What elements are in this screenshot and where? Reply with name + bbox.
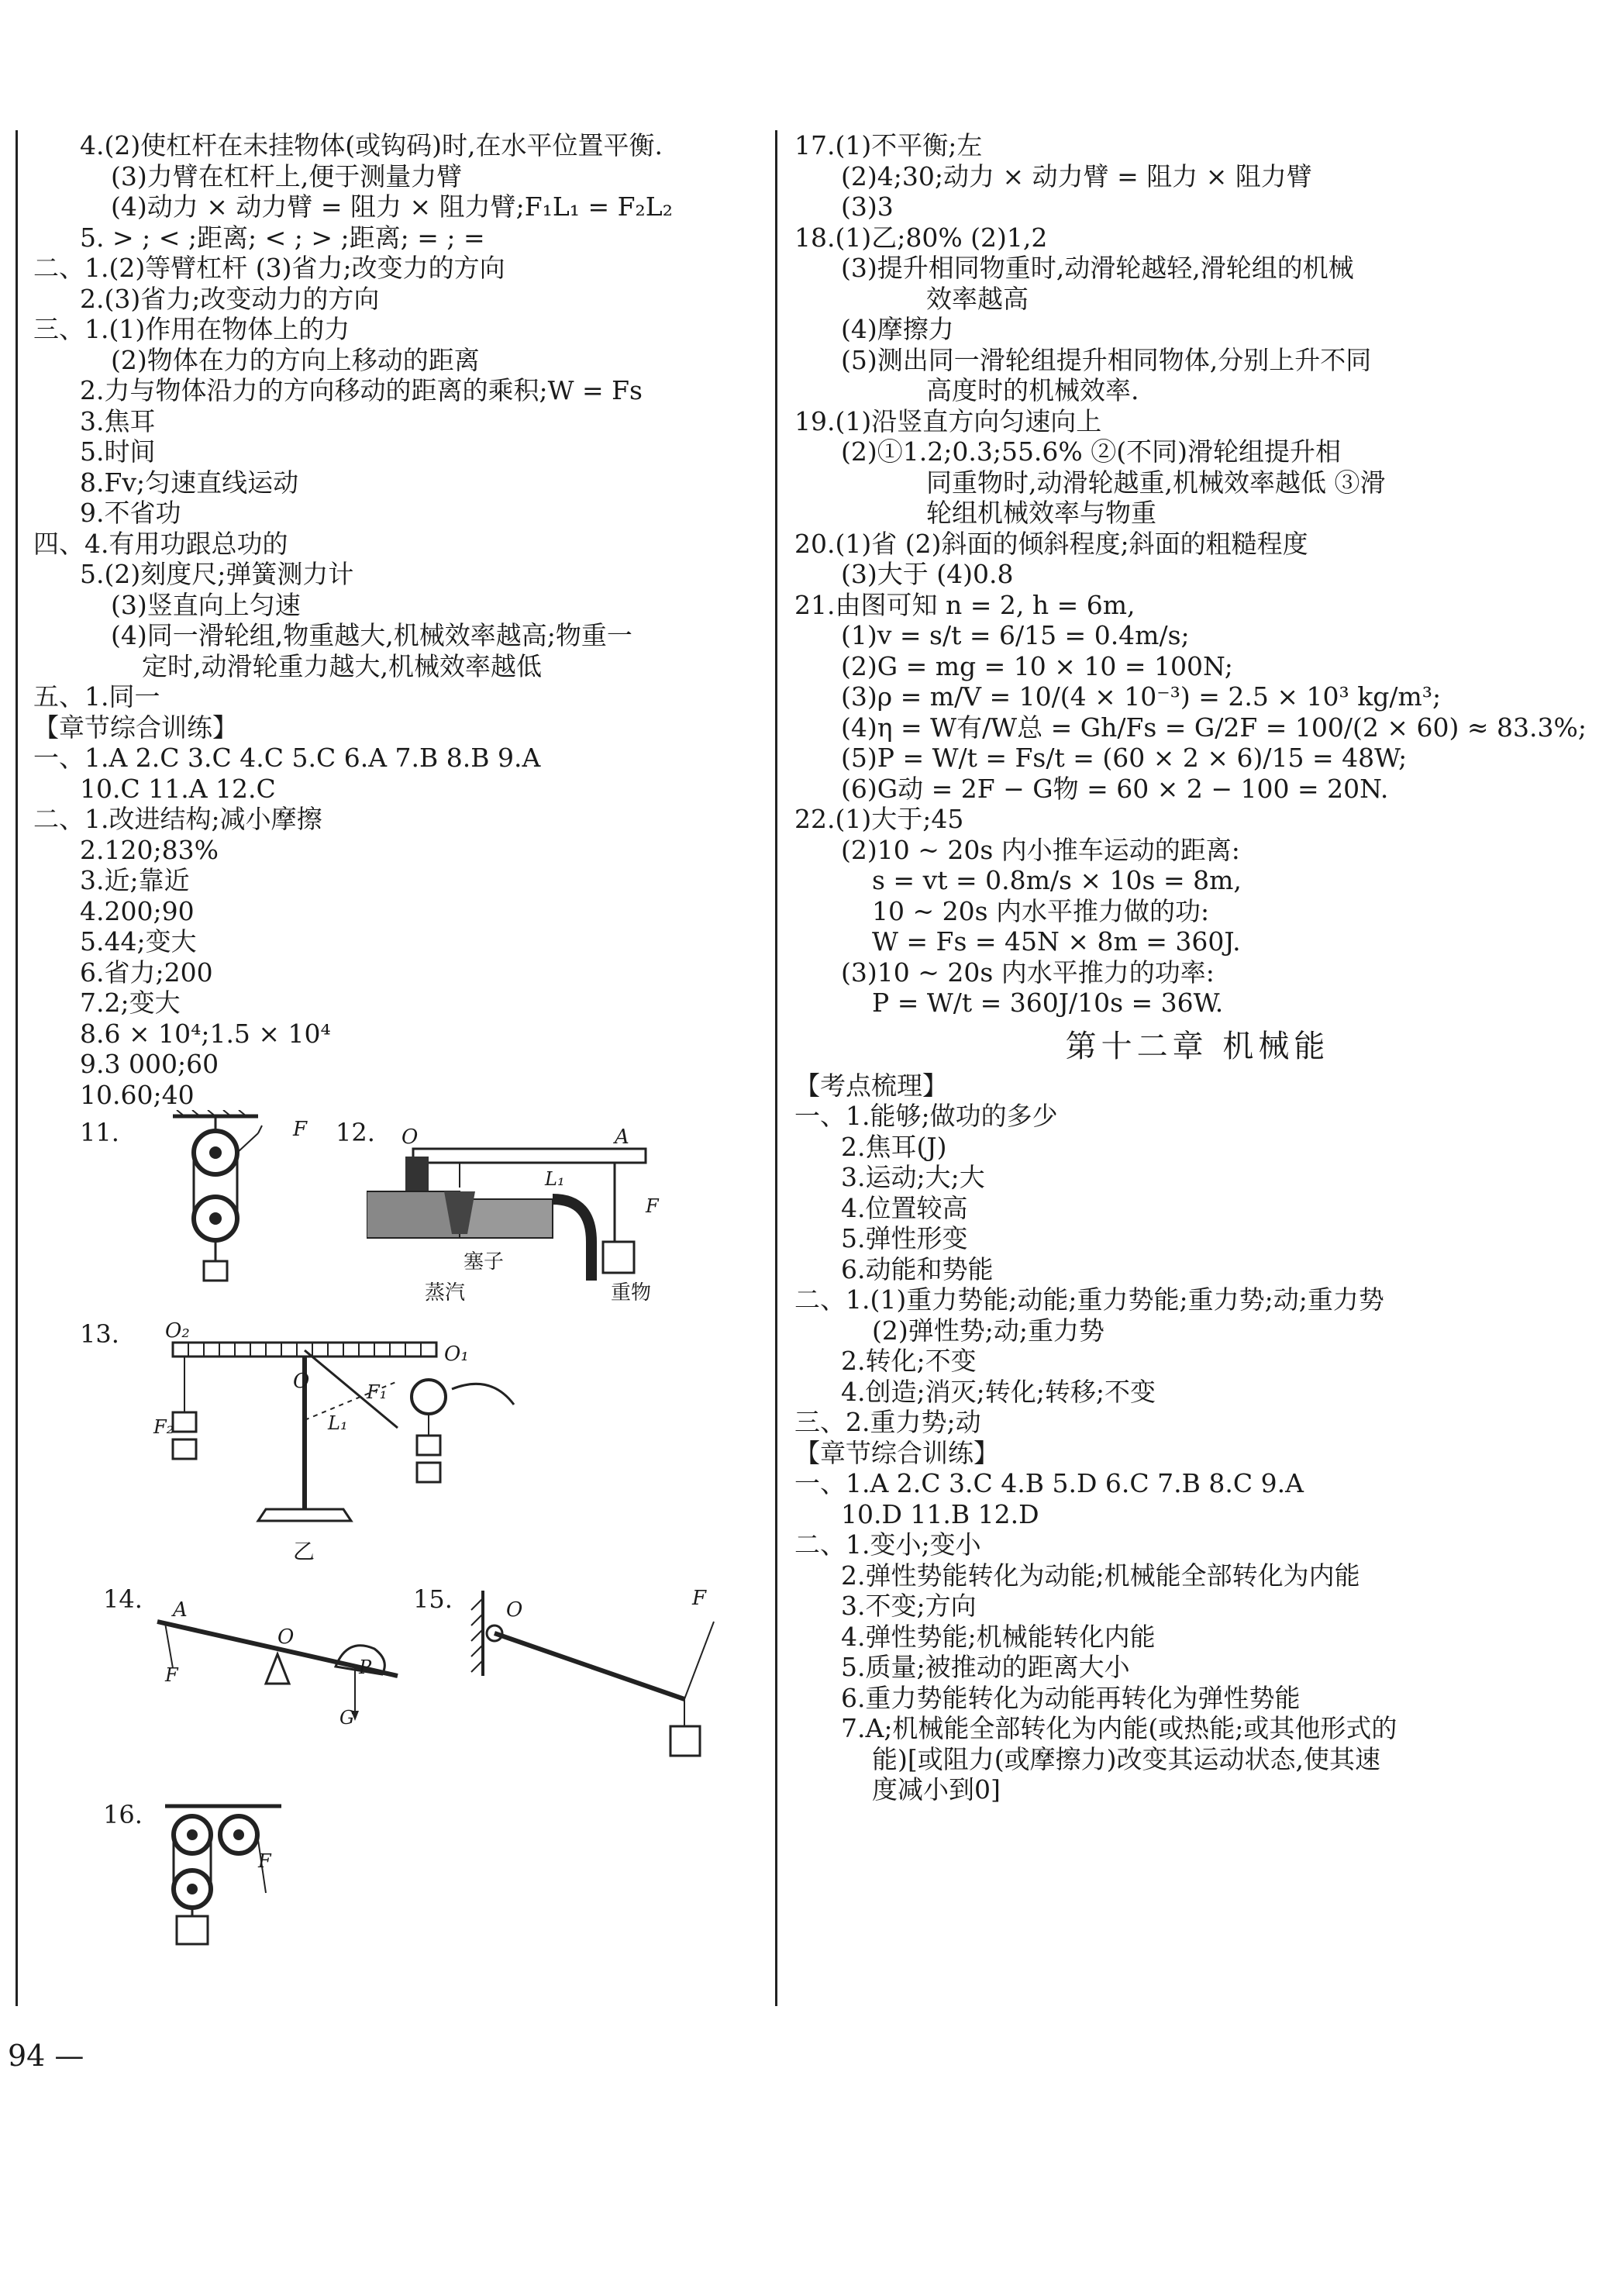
right-answer-2-line: 一、1.A 2.C 3.C 4.B 5.D 6.C 7.B 8.C 9.A	[794, 1468, 1304, 1498]
figures-area	[33, 1110, 731, 1947]
right-answer-2-line: 10.D 11.B 12.D	[841, 1498, 1039, 1529]
fig-13-o1-label: O₁	[444, 1343, 469, 1366]
fig-14-o-label: O	[277, 1625, 295, 1649]
left-answer-line: 5. > ; < ;距离; < ; > ;距离; = ; =	[80, 222, 485, 253]
fig-14-p-label: P	[359, 1656, 372, 1678]
right-answer-list	[794, 130, 1599, 1019]
fig-15-number: 15.	[413, 1584, 453, 1614]
right-answer-2-line: 【考点梳理】	[794, 1070, 948, 1101]
right-answer-2-line: 【章节综合训练】	[794, 1437, 999, 1468]
fig-16-pulley-system	[157, 1800, 312, 1947]
right-answer-line: 20.(1)省 (2)斜面的倾斜程度;斜面的粗糙程度	[794, 528, 1308, 559]
right-answer-line: 17.(1)不平衡;左	[794, 130, 983, 160]
right-answer-2-line: 7.A;机械能全部转化为内能(或热能;或其他形式的	[841, 1713, 1397, 1743]
right-answer-line: (2)G = mg = 10 × 10 = 100N;	[841, 650, 1233, 681]
right-answer-line: 21.由图可知 n = 2, h = 6m,	[794, 589, 1135, 620]
fig-12-arm-label: L₁	[545, 1168, 565, 1190]
fig-12-pivot-label: O	[401, 1126, 419, 1149]
right-answer-line: 同重物时,动滑轮越重,机械效率越低 ③滑	[926, 467, 1386, 498]
left-answer-line: (4)动力 × 动力臂 = 阻力 × 阻力臂;F₁L₁ = F₂L₂	[111, 191, 673, 222]
left-answer-line: (3)力臂在杠杆上,便于测量力臂	[111, 160, 463, 191]
left-answer-line: 4.200;90	[80, 895, 195, 926]
fig-12-force-label: F	[646, 1195, 659, 1217]
fig-16-f-label: F	[258, 1850, 271, 1872]
right-answer-line: W = Fs = 45N × 8m = 360J.	[872, 926, 1241, 957]
right-answer-line: (3)提升相同物重时,动滑轮越轻,滑轮组的机械	[841, 253, 1354, 283]
right-answer-2-line: 5.质量;被推动的距离大小	[841, 1652, 1130, 1682]
left-column	[16, 130, 731, 2006]
right-answer-line: (5)P = W/t = Fs/t = (60 × 2 × 6)/15 = 48W;	[841, 743, 1408, 773]
left-answer-line: 7.2;变大	[80, 988, 181, 1018]
left-answer-line: 二、1.(2)等臂杠杆 (3)省力;改变力的方向	[33, 253, 505, 283]
right-answer-line: (5)测出同一滑轮组提升相同物体,分别上升不同	[841, 344, 1372, 375]
left-answer-line: 8.6 × 10⁴;1.5 × 10⁴	[80, 1018, 331, 1049]
chapter-title: 第十二章 机械能	[1065, 1028, 1330, 1064]
right-answer-line: (3)3	[841, 191, 894, 222]
left-answer-line: (4)同一滑轮组,物重越大,机械效率越高;物重一	[111, 620, 632, 650]
right-answer-2-line: 2.转化;不变	[841, 1346, 977, 1376]
fig-13-yi-label: 乙	[293, 1539, 315, 1564]
right-answer-line: 10 ~ 20s 内水平推力做的功:	[872, 895, 1210, 926]
left-answer-line: 【章节综合训练】	[33, 712, 238, 743]
fig-15-o-label: O	[506, 1598, 523, 1622]
left-answer-line: 10.C 11.A 12.C	[80, 773, 276, 804]
right-answer-line: (4)η = W有/W总 = Gh/Fs = G/2F = 100/(2 × 60) ≈ 83.3%;	[841, 712, 1587, 743]
right-answer-line: (2)①1.2;0.3;55.6% ②(不同)滑轮组提升相	[841, 436, 1342, 467]
right-answer-2-line: 三、2.重力势;动	[794, 1407, 981, 1437]
right-answer-2-line: 4.弹性势能;机械能转化内能	[841, 1621, 1156, 1652]
right-answer-line: (3)ρ = m/V = 10/(4 × 10⁻³) = 2.5 × 10³ kg/m³;	[841, 681, 1442, 712]
left-answer-line: 9.不省功	[80, 498, 181, 528]
right-answer-2-line: 二、1.变小;变小	[794, 1529, 981, 1560]
fig-16-number: 16.	[103, 1800, 143, 1829]
fig-14-g-label: G	[339, 1707, 355, 1729]
fig-12-plug-label: 塞子	[464, 1250, 505, 1274]
left-answer-line: 一、1.A 2.C 3.C 4.C 5.C 6.A 7.B 8.B 9.A	[33, 743, 541, 773]
left-answer-line: 二、1.改进结构;减小摩擦	[33, 804, 322, 834]
left-answer-line: 9.3 000;60	[80, 1049, 219, 1079]
right-answer-line: 18.(1)乙;80% (2)1,2	[794, 222, 1048, 253]
right-answer-2-line: 3.不变;方向	[841, 1591, 977, 1621]
right-answer-line: (1)v = s/t = 6/15 = 0.4m/s;	[841, 620, 1190, 650]
right-answer-line: (2)4;30;动力 × 动力臂 = 阻力 × 阻力臂	[841, 160, 1312, 191]
left-answer-line: 10.60;40	[80, 1079, 195, 1110]
right-answer-2-line: 2.焦耳(J)	[841, 1131, 947, 1162]
fig-12-number: 12.	[336, 1118, 375, 1147]
left-answer-line: 三、1.(1)作用在物体上的力	[33, 314, 350, 344]
left-answer-line: 2.(3)省力;改变动力的方向	[80, 283, 380, 314]
left-answer-line: 5.(2)刻度尺;弹簧测力计	[80, 559, 354, 589]
fig-13-f2-label: F₂	[153, 1416, 174, 1438]
right-answer-2-line: 4.位置较高	[841, 1192, 968, 1223]
right-answer-2-line: 6.重力势能转化为动能再转化为弹性势能	[841, 1682, 1301, 1713]
left-answer-line: 4.(2)使杠杆在未挂物体(或钩码)时,在水平位置平衡.	[80, 130, 663, 160]
left-answer-line: 8.Fv;匀速直线运动	[80, 467, 299, 498]
left-answer-line: 四、4.有用功跟总功的	[33, 528, 288, 559]
right-answer-line: P = W/t = 360J/10s = 36W.	[872, 988, 1224, 1018]
fig-13-l1-label: L₁	[328, 1412, 348, 1434]
fig-11-number: 11.	[80, 1118, 119, 1147]
left-answer-list	[33, 130, 731, 1110]
fig-11-pulley-diagram	[165, 1110, 297, 1296]
fig-14-f-label: F	[165, 1664, 178, 1686]
left-answer-line: (2)物体在力的方向上移动的距离	[111, 344, 480, 375]
right-answer-2-line: 一、1.能够;做功的多少	[794, 1101, 1058, 1131]
right-answer-line: (3)大于 (4)0.8	[841, 559, 1014, 589]
fig-12-weight-label: 重物	[611, 1281, 652, 1305]
fig-14-a-label: A	[173, 1598, 188, 1622]
right-answer-2-line: 3.运动;大;大	[841, 1162, 985, 1192]
right-answer-list-2	[794, 1070, 1599, 1805]
right-answer-line: (6)G动 = 2F − G物 = 60 × 2 − 100 = 20N.	[841, 773, 1389, 804]
right-answer-2-line: 4.创造;消灭;转化;转移;不变	[841, 1376, 1156, 1407]
right-answer-line: 19.(1)沿竖直方向匀速向上	[794, 405, 1102, 436]
right-answer-line: (2)10 ~ 20s 内小推车运动的距离:	[841, 834, 1240, 865]
right-answer-2-line: 能)[或阻力(或摩擦力)改变其运动状态,使其速	[872, 1743, 1380, 1774]
fig-13-o-label: O	[293, 1370, 310, 1393]
right-answer-line: 高度时的机械效率.	[926, 375, 1139, 405]
right-answer-2-line: 度减小到0]	[872, 1774, 1001, 1805]
left-answer-line: 3.近;靠近	[80, 865, 190, 895]
right-answer-line: 效率越高	[926, 283, 1029, 314]
page-number: 94 —	[8, 2039, 84, 2073]
fig-11-force-label: F	[293, 1118, 308, 1141]
right-answer-2-line: 2.弹性势能转化为动能;机械能全部转化为内能	[841, 1560, 1360, 1591]
left-answer-line: 6.省力;200	[80, 957, 213, 988]
left-answer-line: (3)竖直向上匀速	[111, 589, 301, 620]
left-answer-line: 定时,动滑轮重力越大,机械效率越低	[142, 650, 542, 681]
right-answer-2-line: 二、1.(1)重力势能;动能;重力势能;重力势;动;重力势	[794, 1284, 1384, 1315]
fig-12-steam-label: 蒸汽	[425, 1281, 466, 1305]
right-answer-2-line: 5.弹性形变	[841, 1223, 968, 1253]
right-answer-2-line: (2)弹性势;动;重力势	[872, 1315, 1104, 1346]
right-column	[775, 130, 1599, 2006]
left-answer-line: 2.力与物体沿力的方向移动的距离的乘积;W = Fs	[80, 375, 643, 405]
fig-12-point-a-label: A	[615, 1126, 629, 1149]
right-answer-line: s = vt = 0.8m/s × 10s = 8m,	[872, 865, 1242, 895]
right-answer-2-line: 6.动能和势能	[841, 1253, 994, 1284]
fig-14-number: 14.	[103, 1584, 143, 1614]
left-answer-line: 五、1.同一	[33, 681, 160, 712]
fig-13-o2-label: O₂	[165, 1319, 190, 1343]
left-answer-line: 3.焦耳	[80, 405, 156, 436]
fig-15-f-label: F	[692, 1587, 707, 1610]
left-answer-line: 5.时间	[80, 436, 156, 467]
right-answer-line: (4)摩擦力	[841, 314, 954, 344]
fig-13-f1-label: F₁	[367, 1381, 388, 1403]
right-answer-line: (3)10 ~ 20s 内水平推力的功率:	[841, 957, 1215, 988]
fig-13-number: 13.	[80, 1319, 119, 1349]
right-answer-line: 轮组机械效率与物重	[926, 498, 1156, 528]
right-answer-line: 22.(1)大于;45	[794, 804, 964, 834]
left-answer-line: 5.44;变大	[80, 926, 197, 957]
left-answer-line: 2.120;83%	[80, 834, 219, 865]
